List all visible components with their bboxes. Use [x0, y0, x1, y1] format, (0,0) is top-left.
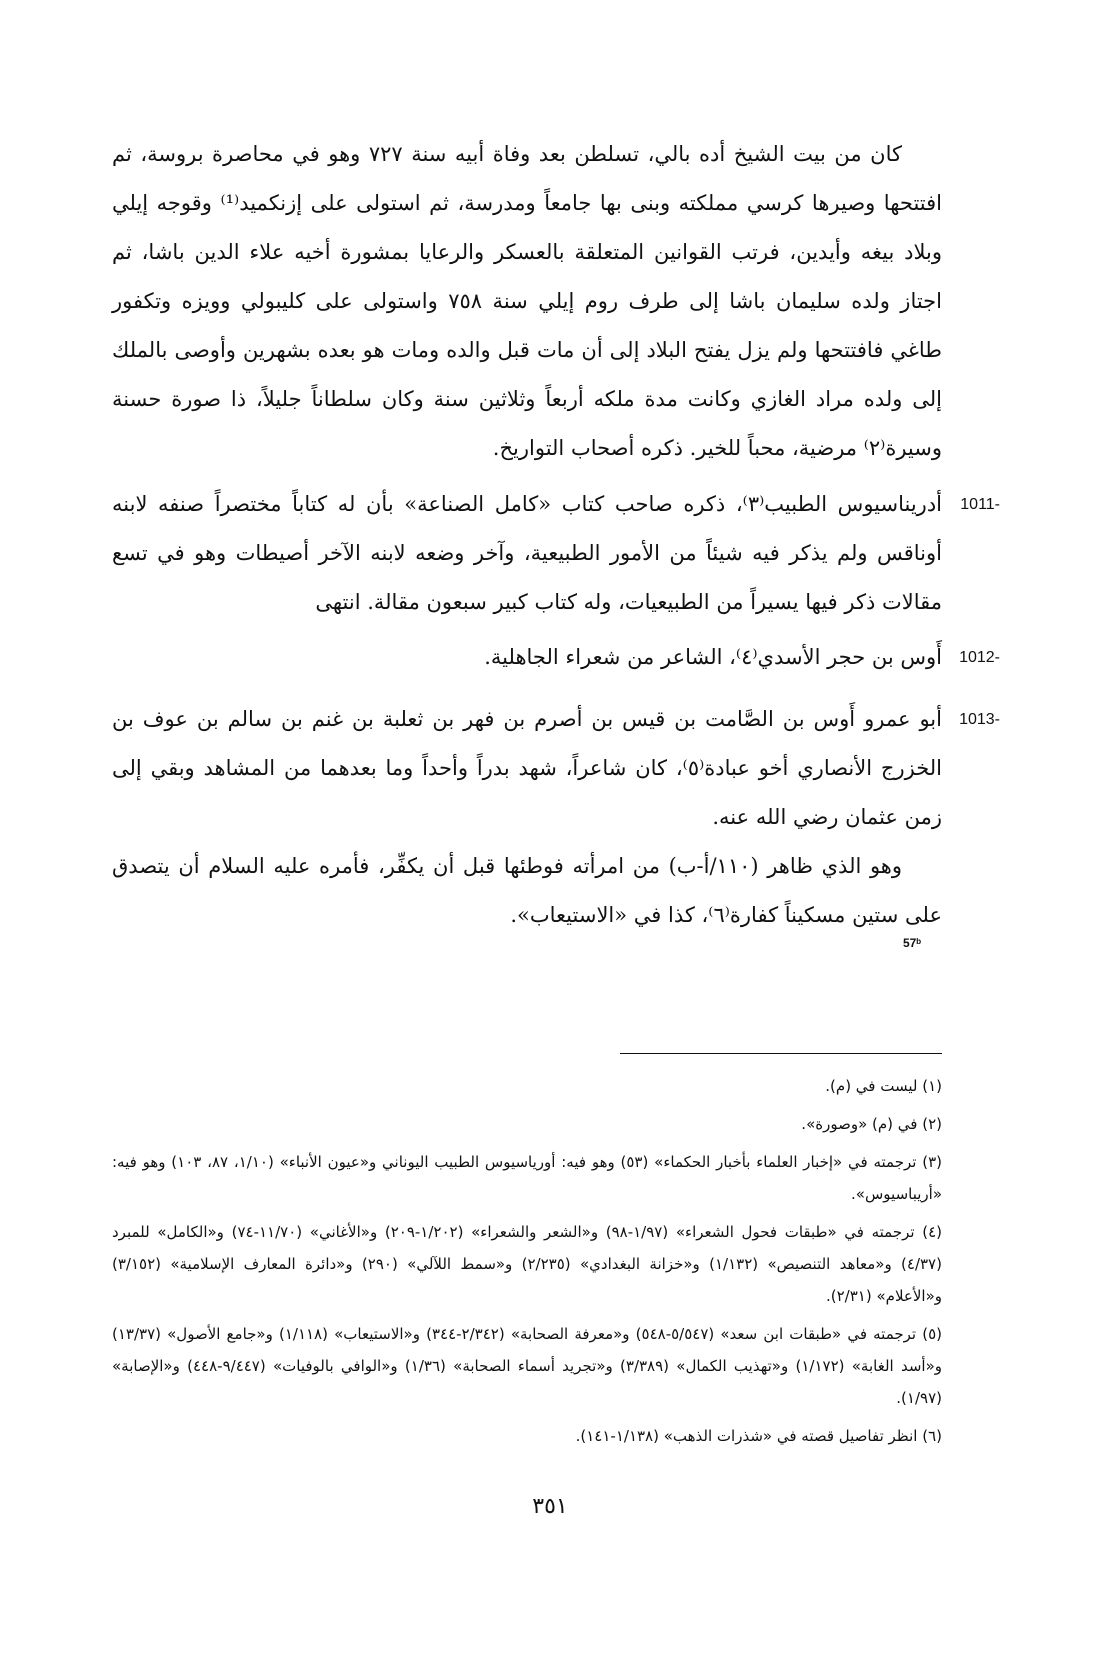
entry-text: أبو عمرو أَوس بن الصَّامت بن قيس بن أصرم بن فهر بن ثعلبة بن غنم بن سالم بن عوف بن الخزرج الأنصاري أخو عبادة⁽٥⁾، كان شاعراً، شهد بدراً وأحداً وما بعدهما من المشاهد وبقي إلى زمن عثمان رضي الله عنه. [112, 707, 943, 829]
footnote-4: (٤) ترجمته في «طبقات فحول الشعراء» (١/٩٧-٩٨) و«الشعر والشعراء» (١/٢٠٢-٢٠٩) و«الأغاني» (١١/٧٠-٧٤) و«الكامل» للمبرد (٤/٣٧) و«معاهد التنصيص» (١/١٣٢) و«خزانة البغدادي» (٢/٢٣٥) و«سمط اللآلي» (٢٩٠) و«دائرة المعارف الإسلامية» (٣/١٥٢) و«الأعلام» (٢/٣١). [112, 1223, 942, 1305]
entry-number: 1013- [959, 711, 1000, 728]
footnote-divider [620, 1053, 942, 1054]
manuscript-folio-marker: 57ᵇ [903, 936, 922, 950]
page-number: ٣٥١ [532, 1494, 568, 1519]
footnote-6: (٦) انظر تفاصيل قصته في «شذرات الذهب» (١/١٣٨-١٤١). [575, 1427, 942, 1445]
intro-paragraph: كان من بيت الشيخ أده بالي، تسلطن بعد وفاة أبيه سنة ٧٢٧ وهو في محاصرة بروسة، ثم افتتحها وصيرها كرسي مملكته وبنى بها جامعاً ومدرسة، ثم استولى على إزنكميد⁽¹⁾ وقوجه إيلي وبلاد بيغه وأيدين، فرتب القوانين المتعلقة بالعسكر والرعايا بمشورة أخيه علاء الدين باشا، ثم اجتاز ولده سليمان باشا إلى طرف روم إيلي سنة ٧٥٨ واستولى على كليبولي وويزه وتكفور طاغي فافتتحها ولم يزل يفتح البلاد إلى أن مات قبل والده ومات هو بعده بشهرين وأوصى بالملك إلى ولده مراد الغازي وكانت مدة ملكه أربعاً وثلاثين سنة وكان سلطاناً جليلاً، ذا صورة حسنة وسيرة⁽٢⁾ مرضية، محباً للخير. ذكره أصحاب التواريخ. [112, 142, 942, 460]
entry-text: أَوس بن حجر الأسدي⁽٤⁾، الشاعر من شعراء الجاهلية. [484, 645, 942, 669]
footnote-2: (٢) في (م) «وصورة». [801, 1115, 942, 1133]
biography-entry-1013 [112, 695, 1000, 842]
entry-number: 1011- [960, 496, 1000, 513]
footnote-5: (٥) ترجمته في «طبقات ابن سعد» (٥/٥٤٧-٥٤٨) و«معرفة الصحابة» (٢/٣٤٢-٣٤٤) و«الاستيعاب» (١/١١٨) و«جامع الأصول» (١٣/٣٧) و«أسد الغابة» (١/١٧٢) و«تهذيب الكمال» (٣/٣٨٩) و«تجريد أسماء الصحابة» (١/٣٦) و«الوافي بالوفيات» (٩/٤٤٧-٤٤٨) و«الإصابة» (١/٩٧). [112, 1325, 943, 1407]
continuation-paragraph: وهو الذي ظاهر (١١٠/أ-ب) من امرأته فوطئها قبل أن يكفِّر، فأمره عليه السلام أن يتصدق على ستين مسكيناً كفارة⁽٦⁾، كذا في «الاستيعاب». [112, 854, 942, 927]
footnote-1: (١) ليست في (م). [825, 1077, 942, 1095]
biography-entry-1011 [112, 480, 1000, 627]
entry-number: 1012- [959, 649, 1000, 666]
entry-text: أدريناسيوس الطبيب⁽٣⁾، ذكره صاحب كتاب «كامل الصناعة» بأن له كتاباً مختصراً صنفه لابنه أوناقس ولم يذكر فيه شيئاً من الأمور الطبيعية، وآخر وضعه لابنه الآخر أصيطات وهو في تسع مقالات ذكر فيها يسيراً من الطبيعيات، وله كتاب كبير سبعون مقالة. انتهى [112, 492, 943, 614]
footnote-3: (٣) ترجمته في «إخبار العلماء بأخبار الحكماء» (٥٣) وهو فيه: أورياسيوس الطبيب اليوناني و«عيون الأنباء» (١/١٠، ٨٧، ١٠٣) وهو فيه: «أريباسيوس». [112, 1153, 943, 1203]
biography-entry-1012 [112, 633, 1000, 682]
footnotes-section [112, 1070, 942, 1452]
